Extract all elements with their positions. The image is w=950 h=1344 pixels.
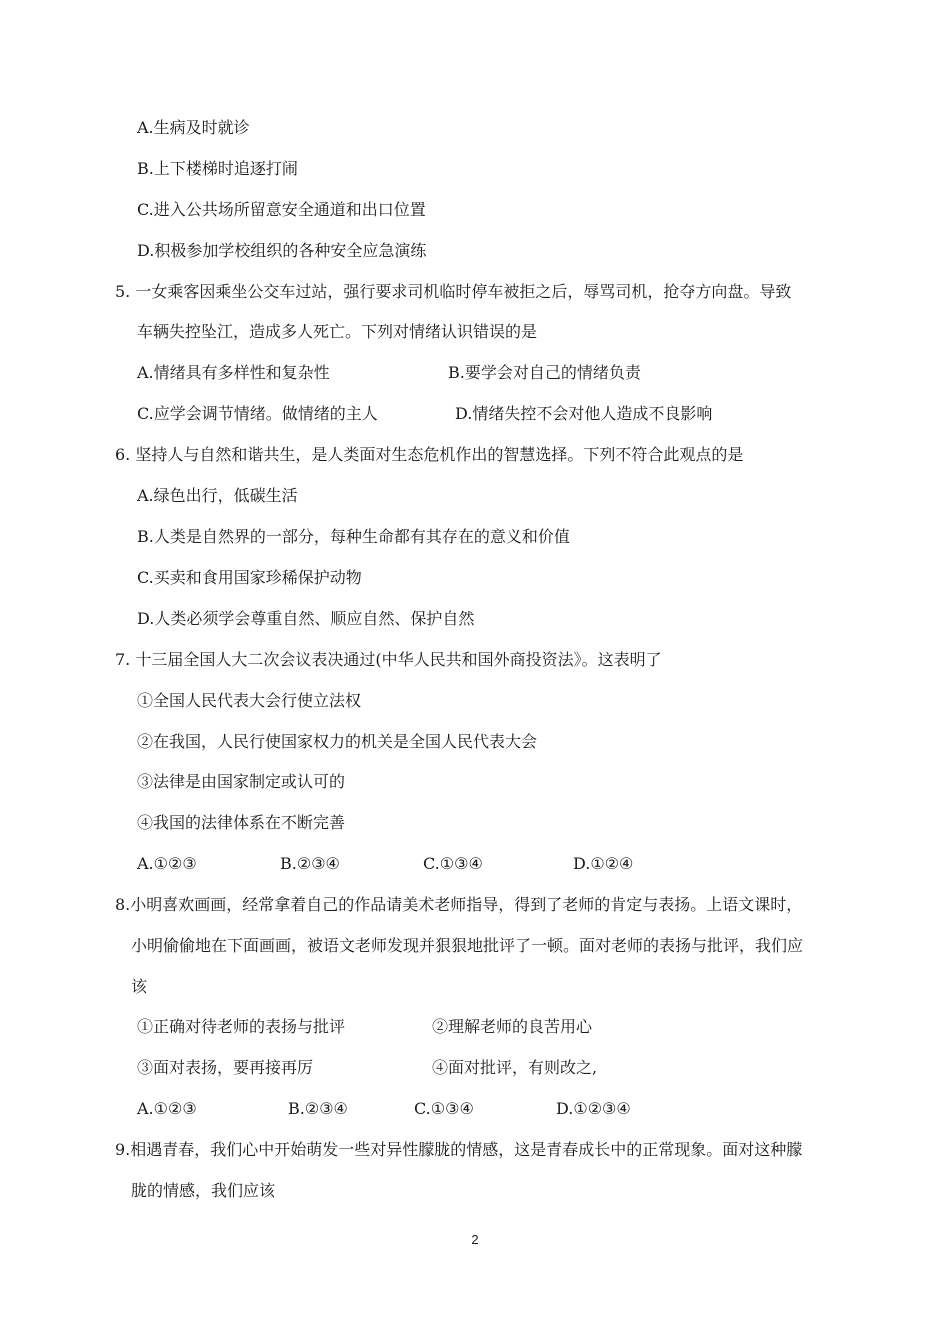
- q4-option-a: A.生病及时就诊: [137, 118, 250, 137]
- q7-option-c: C.①③④: [423, 854, 483, 873]
- q5-option-d: D.情绪失控不会对他人造成不良影响: [455, 404, 713, 423]
- q7-statement-1: ①全国人民代表大会行使立法权: [137, 691, 362, 710]
- q5-stem-line-2: 车辆失控坠江，造成多人死亡。下列对情绪认识错误的是: [137, 322, 538, 341]
- q8-option-b: B.②③④: [288, 1099, 348, 1118]
- q8-option-a: A.①②③: [137, 1099, 197, 1118]
- q8-stem-line-3: 该: [131, 977, 148, 996]
- page-number: 2: [471, 1232, 479, 1247]
- q7-option-a: A.①②③: [137, 854, 197, 873]
- q6-option-b: B.人类是自然界的一部分，每种生命都有其存在的意义和价值: [137, 527, 570, 546]
- q7-statement-4: ④我国的法律体系在不断完善: [137, 813, 346, 832]
- q8-option-c: C.①③④: [414, 1099, 474, 1118]
- q8-option-d: D.①②③④: [556, 1099, 631, 1118]
- q4-option-c: C.进入公共场所留意安全通道和出口位置: [137, 200, 426, 219]
- q6-option-d: D.人类必须学会尊重自然、顺应自然、保护自然: [137, 609, 475, 628]
- q8-stem-line-1: 8.小明喜欢画画，经常拿着自己的作品请美术老师指导，得到了老师的肯定与表扬。上语文课时，: [115, 895, 803, 914]
- q5-option-a: A.情绪具有多样性和复杂性: [137, 363, 330, 382]
- q8-statement-3: ③面对表扬，要再接再厉: [137, 1058, 314, 1077]
- q5-option-c: C.应学会调节情绪。做情绪的主人: [137, 404, 378, 423]
- q7-option-b: B.②③④: [280, 854, 340, 873]
- q6-option-c: C.买卖和食用国家珍稀保护动物: [137, 568, 362, 587]
- q9-stem-line-1: 9.相遇青春，我们心中开始萌发一些对异性朦胧的情感，这是青春成长中的正常现象。面对这种朦: [115, 1140, 803, 1159]
- q8-statement-2: ②理解老师的良苦用心: [432, 1017, 593, 1036]
- q5-option-b: B.要学会对自己的情绪负责: [448, 363, 641, 382]
- q4-option-b: B.上下楼梯时追逐打闹: [137, 159, 298, 178]
- q7-statement-3: ③法律是由国家制定或认可的: [137, 772, 346, 791]
- q8-statement-1: ①正确对待老师的表扬与批评: [137, 1017, 346, 1036]
- q4-option-d: D.积极参加学校组织的各种安全应急演练: [137, 241, 427, 260]
- q8-statement-4: ④面对批评，有则改之,: [432, 1058, 598, 1077]
- q6-option-a: A.绿色出行，低碳生活: [137, 486, 298, 505]
- q7-statement-2: ②在我国，人民行使国家权力的机关是全国人民代表大会: [137, 732, 538, 751]
- q9-stem-line-2: 胧的情感，我们应该: [131, 1181, 276, 1200]
- q6-stem: 6. 坚持人与自然和谐共生，是人类面对生态危机作出的智慧选择。下列不符合此观点的是: [115, 445, 744, 464]
- q5-stem-line-1: 5. 一女乘客因乘坐公交车过站，强行要求司机临时停车被拒之后，辱骂司机，抢夺方向盘。导致: [115, 282, 792, 301]
- q7-option-d: D.①②④: [573, 854, 634, 873]
- q7-stem: 7. 十三届全国人大二次会议表决通过(中华人民共和国外商投资法》。这表明了: [115, 650, 662, 669]
- q8-stem-line-2: 小明偷偷地在下面画画，被语文老师发现并狠狠地批评了一顿。面对老师的表扬与批评，我们应: [131, 936, 804, 955]
